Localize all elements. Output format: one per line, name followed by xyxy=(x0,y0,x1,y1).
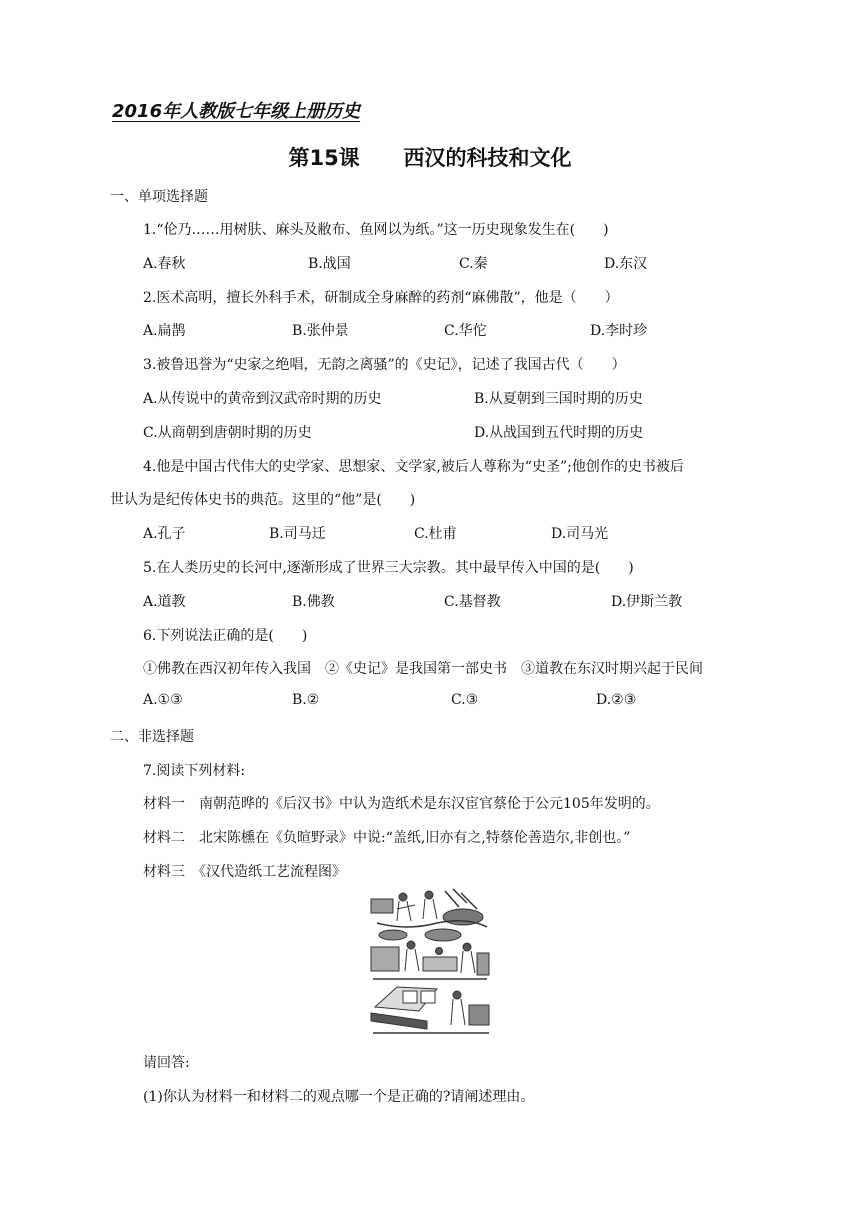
option: B.司马迁 xyxy=(269,526,326,542)
option: C.基督教 xyxy=(444,594,501,610)
option: C.秦 xyxy=(459,256,488,272)
option: D.伊斯兰教 xyxy=(611,594,683,610)
document-header: 2016年人教版七年级上册历史 xyxy=(112,101,361,122)
papermaking-illustration-icon xyxy=(367,887,493,1039)
question-3-stem: 3.被鲁迅誉为“史家之绝唱，无韵之离骚”的《史记》，记述了我国古代（ ） xyxy=(143,357,626,373)
question-7-stem: 7.阅读下列材料: xyxy=(143,763,246,779)
question-4-stem-cont: 世认为是纪传体史书的典范。这里的“他”是( ) xyxy=(110,492,416,508)
question-6-statements: ①佛教在西汉初年传入我国 ②《史记》是我国第一部史书 ③道教在东汉时期兴起于民间 xyxy=(143,661,703,677)
question-5-stem: 5.在人类历史的长河中,逐渐形成了世界三大宗教。其中最早传入中国的是( ) xyxy=(143,560,634,576)
question-4-stem: 4.他是中国古代伟大的史学家、思想家、文学家,被后人尊称为“史圣”;他创作的史书被后 xyxy=(143,459,684,475)
sub-question-1: (1)你认为材料一和材料二的观点哪一个是正确的?请阐述理由。 xyxy=(143,1089,535,1105)
option: B.张仲景 xyxy=(292,323,349,339)
option: A.扁鹊 xyxy=(143,323,186,339)
lesson-title: 第15课 西汉的科技和文化 xyxy=(288,146,572,170)
option: D.②③ xyxy=(596,692,637,708)
question-6-stem: 6.下列说法正确的是( ) xyxy=(143,628,308,644)
option: D.东汉 xyxy=(604,256,648,272)
option: C.杜甫 xyxy=(414,526,457,542)
section-heading-choice: 一、单项选择题 xyxy=(110,189,208,205)
question-1-stem: 1.“伦乃……用树肤、麻头及敝布、鱼网以为纸。”这一历史现象发生在( ) xyxy=(143,222,609,238)
option: A.从传说中的黄帝到汉武帝时期的历史 xyxy=(143,391,382,407)
option: C.③ xyxy=(451,692,479,708)
option: A.春秋 xyxy=(143,256,186,272)
material-3: 材料三 《汉代造纸工艺流程图》 xyxy=(143,864,346,880)
option: C.从商朝到唐朝时期的历史 xyxy=(143,425,312,441)
material-2: 材料二 北宋陈櫄在《负暄野录》中说:“盖纸,旧亦有之,特蔡伦善造尔,非创也。” xyxy=(143,830,631,846)
option: A.道教 xyxy=(143,594,186,610)
material-1: 材料一 南朝范晔的《后汉书》中认为造纸术是东汉宦官蔡伦于公元105年发明的。 xyxy=(143,796,660,812)
option: B.佛教 xyxy=(292,594,335,610)
option: B.从夏朝到三国时期的历史 xyxy=(474,391,643,407)
option: D.从战国到五代时期的历史 xyxy=(474,425,644,441)
option: B.② xyxy=(292,692,320,708)
option: C.华佗 xyxy=(444,323,487,339)
option: A.孔子 xyxy=(143,526,186,542)
option: D.李时珍 xyxy=(590,323,648,339)
section-heading-essay: 二、非选择题 xyxy=(110,729,194,745)
option: A.①③ xyxy=(143,692,183,708)
option: D.司马光 xyxy=(551,526,609,542)
option: B.战国 xyxy=(308,256,351,272)
question-2-stem: 2.医术高明，擅长外科手术，研制成全身麻醉的药剂“麻佛散”，他是（ ） xyxy=(143,290,619,306)
answer-prompt: 请回答: xyxy=(143,1055,190,1071)
